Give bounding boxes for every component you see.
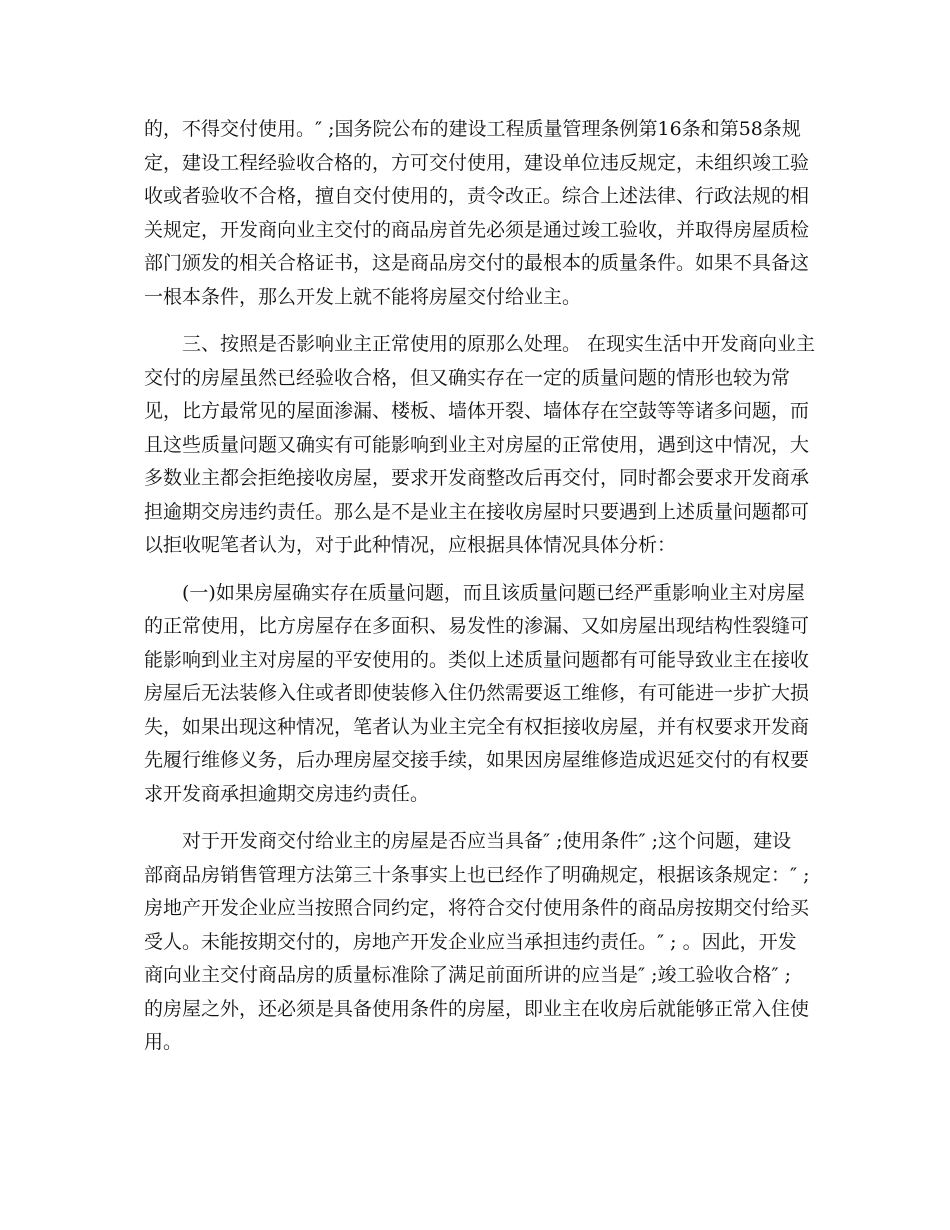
text-line: 且这些质量问题又确实有可能影响到业主对房屋的正常使用，遇到这中情况，大 <box>144 433 810 456</box>
text-line: 以拒收呢笔者认为，对于此种情况，应根据具体情况具体分析： <box>144 534 677 556</box>
text-line: 房地产开发企业应当按照合同约定，将符合交付使用条件的商品房按期交付给买 <box>144 897 810 919</box>
text-line: 能影响到业主对房屋的平安使用的。类似上述质量问题都有可能导致业主在接收 <box>144 648 810 671</box>
text-line: 的正常使用，比方房屋存在多面积、易发性的渗漏、又如房屋出现结构性裂缝可 <box>144 615 810 637</box>
document-body <box>144 113 816 1060</box>
text-line: 定，建设工程经验收合格的，方可交付使用，建设单位违反规定，未组织竣工验 <box>144 151 810 174</box>
text-line: 商向业主交付商品房的质量标准除了满足前面所讲的应当是″ ;竣工验收合格″ ; <box>144 964 792 986</box>
paragraph-gap <box>144 563 804 577</box>
text-line: 交付的房屋虽然已经验收合格，但又确实存在一定的质量问题的情形也较为常 <box>144 366 791 389</box>
paragraph-3 <box>144 577 810 812</box>
text-line: 房屋后无法装修入住或者即使装修入住仍然需要返工维修，有可能进一步扩大损 <box>144 682 810 704</box>
text-line: 的，不得交付使用。″ ;国务院公布的建设工程质量管理条例第16条和第58条规 <box>144 118 801 140</box>
text-line: 关规定，开发商向业主交付的商品房首先必须是通过竣工验收，并取得房屋质检 <box>144 218 810 241</box>
text-line: 受人。未能按期交付的，房地产开发企业应当承担违约责任。″ ; 。因此，开发 <box>144 930 797 953</box>
paragraph-gap <box>144 314 804 328</box>
text-line: 求开发商承担逾期交房违约责任。 <box>144 782 430 805</box>
paragraph-4 <box>144 825 810 1060</box>
paragraph-gap <box>144 811 804 825</box>
text-line: 的房屋之外，还必须是具备使用条件的房屋，即业主在收房后就能够正常入住使 <box>144 997 810 1020</box>
text-line: 先履行维修义务，后办理房屋交接手续，如果因房屋维修造成迟延交付的有权要 <box>144 749 810 771</box>
text-line: 用。 <box>144 1031 183 1053</box>
text-line: (一)如果房屋确实存在质量问题，而且该质量问题已经严重影响业主对房屋 <box>182 581 805 604</box>
text-line: 三、按照是否影响业主正常使用的原那么处理。 在现实生活中开发商向业主 <box>182 333 816 355</box>
text-line: 多数业主都会拒绝接收房屋，要求开发商整改后再交付，同时都会要求开发商承 <box>144 467 810 489</box>
text-line: 部商品房销售管理方法第三十条事实上也已经作了明确规定，根据该条规定：″ ; <box>144 863 810 886</box>
paragraph-1 <box>144 113 810 314</box>
text-line: 一根本条件，那么开发上就不能将房屋交付给业主。 <box>144 285 582 308</box>
text-line: 见，比方最常见的屋面渗漏、楼板、墙体开裂、墙体存在空鼓等等诸多问题，而 <box>144 400 810 422</box>
text-line: 部门颁发的相关合格证书，这是商品房交付的最根本的质量条件。如果不具备这 <box>144 252 810 274</box>
paragraph-2 <box>144 328 816 563</box>
text-line: 担逾期交房违约责任。那么是不是业主在接收房屋时只要遇到上述质量问题都可 <box>144 500 810 523</box>
text-line: 对于开发商交付给业主的房屋是否应当具备″ ;使用条件″ ;这个问题，建设 <box>182 830 792 852</box>
text-line: 收或者验收不合格，擅自交付使用的，责令改正。综合上述法律、行政法规的相 <box>144 185 810 207</box>
text-line: 失，如果出现这种情况，笔者认为业主完全有权拒接收房屋，并有权要求开发商 <box>144 715 810 738</box>
